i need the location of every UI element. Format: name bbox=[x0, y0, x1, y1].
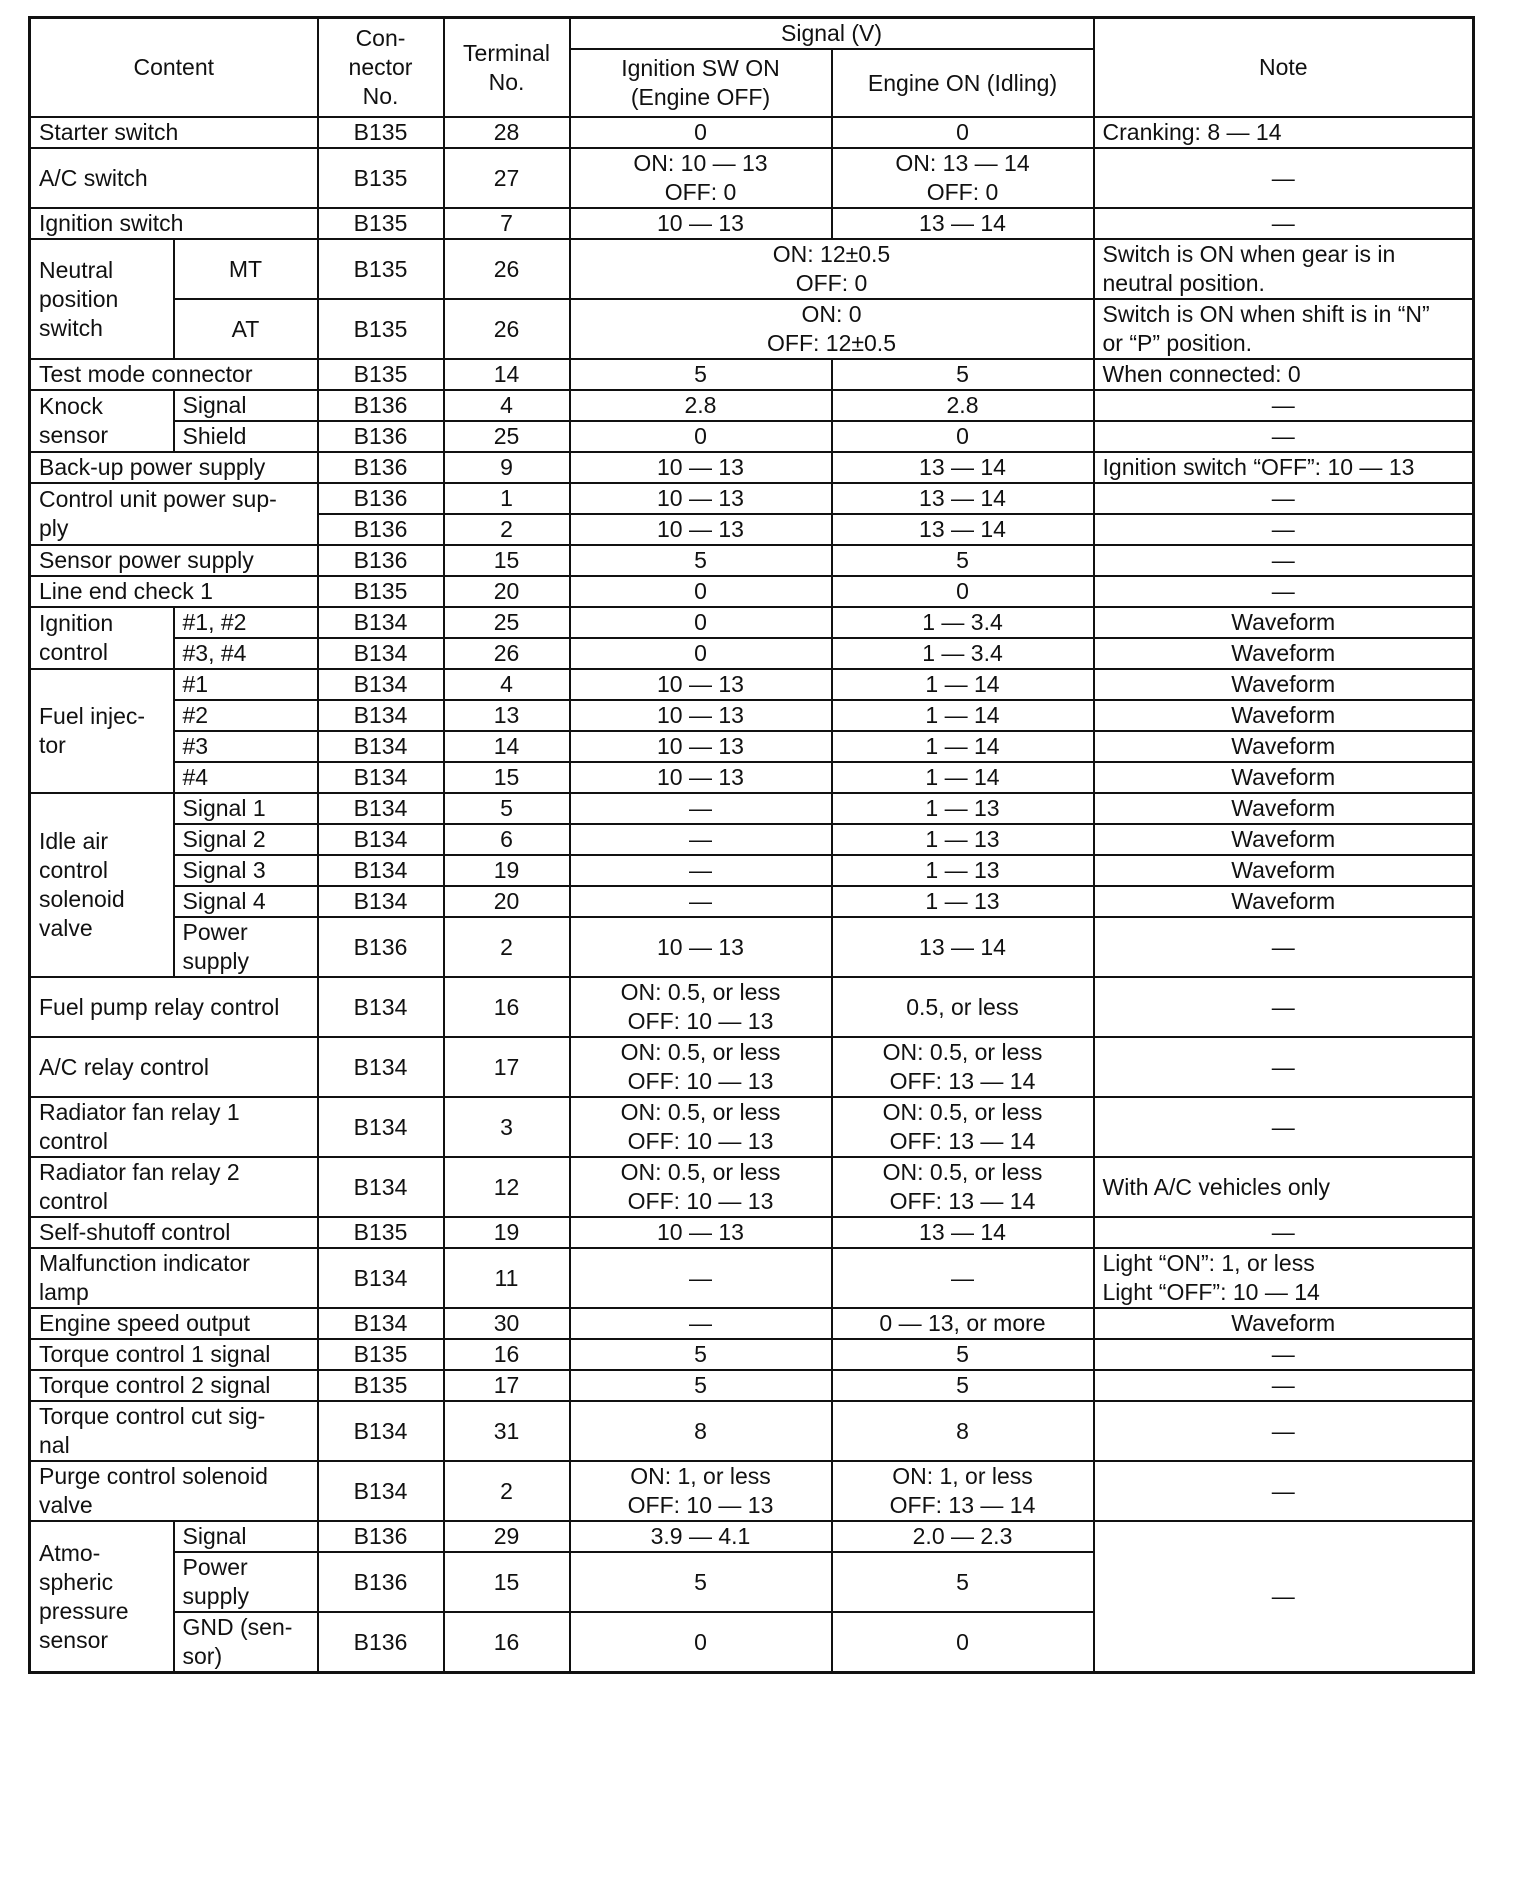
engine-on-cell: 1 — 14 bbox=[832, 731, 1094, 762]
terminal-cell: 15 bbox=[444, 1552, 570, 1612]
engine-on-cell: 5 bbox=[832, 1552, 1094, 1612]
note-cell: When connected: 0 bbox=[1094, 359, 1474, 390]
header-signal: Signal (V) bbox=[570, 18, 1094, 50]
header-engine-on: Engine ON (Idling) bbox=[832, 49, 1094, 117]
engine-on-cell: 5 bbox=[832, 545, 1094, 576]
connector-cell: B134 bbox=[318, 793, 444, 824]
table-row bbox=[30, 977, 1474, 1037]
document-page bbox=[28, 16, 1475, 1674]
table-row bbox=[30, 1248, 1474, 1308]
engine-on-cell: 13 — 14 bbox=[832, 208, 1094, 239]
terminal-signal-table bbox=[28, 16, 1475, 1674]
note-cell: — bbox=[1094, 576, 1474, 607]
sub-content-cell: #1 bbox=[174, 669, 318, 700]
table-body bbox=[30, 117, 1474, 1673]
ignition-on-cell: 5 bbox=[570, 359, 832, 390]
engine-on-cell: 1 — 13 bbox=[832, 824, 1094, 855]
table-row bbox=[30, 545, 1474, 576]
note-cell: Waveform bbox=[1094, 886, 1474, 917]
ignition-on-cell: 10 — 13 bbox=[570, 208, 832, 239]
sub-content-cell: GND (sen- sor) bbox=[174, 1612, 318, 1673]
signal-merged-cell: ON: 0 OFF: 12±0.5 bbox=[570, 299, 1094, 359]
terminal-cell: 17 bbox=[444, 1370, 570, 1401]
connector-cell: B134 bbox=[318, 1461, 444, 1521]
connector-cell: B136 bbox=[318, 452, 444, 483]
table-row bbox=[30, 1217, 1474, 1248]
table-row bbox=[30, 1521, 1474, 1552]
connector-cell: B136 bbox=[318, 917, 444, 977]
engine-on-cell: ON: 1, or less OFF: 13 — 14 bbox=[832, 1461, 1094, 1521]
content-cell: Control unit power sup- ply bbox=[30, 483, 318, 545]
note-cell: — bbox=[1094, 545, 1474, 576]
sub-content-cell: MT bbox=[174, 239, 318, 299]
terminal-cell: 31 bbox=[444, 1401, 570, 1461]
sub-content-cell: #3 bbox=[174, 731, 318, 762]
sub-content-cell: Shield bbox=[174, 421, 318, 452]
signal-merged-cell: ON: 12±0.5 OFF: 0 bbox=[570, 239, 1094, 299]
engine-on-cell: 13 — 14 bbox=[832, 917, 1094, 977]
note-cell: — bbox=[1094, 1401, 1474, 1461]
terminal-cell: 27 bbox=[444, 148, 570, 208]
connector-cell: B134 bbox=[318, 886, 444, 917]
ignition-on-cell: 8 bbox=[570, 1401, 832, 1461]
table-row bbox=[30, 762, 1474, 793]
table-row bbox=[30, 855, 1474, 886]
ignition-on-cell: 10 — 13 bbox=[570, 1217, 832, 1248]
note-cell: Waveform bbox=[1094, 1308, 1474, 1339]
terminal-cell: 1 bbox=[444, 483, 570, 514]
connector-cell: B134 bbox=[318, 1037, 444, 1097]
note-cell: — bbox=[1094, 1037, 1474, 1097]
table-row bbox=[30, 793, 1474, 824]
connector-cell: B136 bbox=[318, 1521, 444, 1552]
table-row bbox=[30, 731, 1474, 762]
ignition-on-cell: 0 bbox=[570, 421, 832, 452]
ignition-on-cell: 0 bbox=[570, 638, 832, 669]
engine-on-cell: 5 bbox=[832, 1370, 1094, 1401]
content-cell: Malfunction indicator lamp bbox=[30, 1248, 318, 1308]
content-cell: Fuel pump relay control bbox=[30, 977, 318, 1037]
table-row bbox=[30, 359, 1474, 390]
connector-cell: B134 bbox=[318, 1097, 444, 1157]
note-cell: — bbox=[1094, 1217, 1474, 1248]
note-cell: — bbox=[1094, 1370, 1474, 1401]
terminal-cell: 14 bbox=[444, 731, 570, 762]
terminal-cell: 14 bbox=[444, 359, 570, 390]
terminal-cell: 6 bbox=[444, 824, 570, 855]
terminal-cell: 20 bbox=[444, 886, 570, 917]
table-row bbox=[30, 299, 1474, 359]
connector-cell: B134 bbox=[318, 669, 444, 700]
sub-content-cell: Signal 1 bbox=[174, 793, 318, 824]
ignition-on-cell: ON: 0.5, or less OFF: 10 — 13 bbox=[570, 1097, 832, 1157]
engine-on-cell: 1 — 13 bbox=[832, 886, 1094, 917]
table-row bbox=[30, 824, 1474, 855]
note-cell: — bbox=[1094, 917, 1474, 977]
terminal-cell: 26 bbox=[444, 239, 570, 299]
terminal-cell: 12 bbox=[444, 1157, 570, 1217]
terminal-cell: 4 bbox=[444, 390, 570, 421]
sub-content-cell: #2 bbox=[174, 700, 318, 731]
content-cell: A/C switch bbox=[30, 148, 318, 208]
table-row bbox=[30, 390, 1474, 421]
connector-cell: B135 bbox=[318, 359, 444, 390]
content-cell: Engine speed output bbox=[30, 1308, 318, 1339]
connector-cell: B134 bbox=[318, 1308, 444, 1339]
connector-cell: B134 bbox=[318, 638, 444, 669]
table-row bbox=[30, 483, 1474, 514]
connector-cell: B135 bbox=[318, 117, 444, 148]
terminal-cell: 25 bbox=[444, 421, 570, 452]
ignition-on-cell: 5 bbox=[570, 1370, 832, 1401]
content-cell: A/C relay control bbox=[30, 1037, 318, 1097]
terminal-cell: 9 bbox=[444, 452, 570, 483]
table-row bbox=[30, 1157, 1474, 1217]
terminal-cell: 28 bbox=[444, 117, 570, 148]
ignition-on-cell: 5 bbox=[570, 1339, 832, 1370]
terminal-cell: 2 bbox=[444, 1461, 570, 1521]
note-cell: — bbox=[1094, 148, 1474, 208]
connector-cell: B135 bbox=[318, 208, 444, 239]
terminal-cell: 16 bbox=[444, 977, 570, 1037]
engine-on-cell: 5 bbox=[832, 359, 1094, 390]
header-content: Content bbox=[30, 18, 318, 118]
header-note: Note bbox=[1094, 18, 1474, 118]
ignition-on-cell: 3.9 — 4.1 bbox=[570, 1521, 832, 1552]
content-cell: Back-up power supply bbox=[30, 452, 318, 483]
note-cell: Waveform bbox=[1094, 638, 1474, 669]
ignition-on-cell: 0 bbox=[570, 117, 832, 148]
ignition-on-cell: 2.8 bbox=[570, 390, 832, 421]
note-cell: — bbox=[1094, 514, 1474, 545]
sub-content-cell: AT bbox=[174, 299, 318, 359]
engine-on-cell: 0 bbox=[832, 576, 1094, 607]
engine-on-cell: 1 — 13 bbox=[832, 793, 1094, 824]
ignition-on-cell: — bbox=[570, 1248, 832, 1308]
note-cell: — bbox=[1094, 483, 1474, 514]
terminal-cell: 15 bbox=[444, 545, 570, 576]
terminal-cell: 25 bbox=[444, 607, 570, 638]
ignition-on-cell: 10 — 13 bbox=[570, 700, 832, 731]
engine-on-cell: 0 — 13, or more bbox=[832, 1308, 1094, 1339]
engine-on-cell: 1 — 3.4 bbox=[832, 607, 1094, 638]
content-cell: Starter switch bbox=[30, 117, 318, 148]
table-row bbox=[30, 1370, 1474, 1401]
ignition-on-cell: — bbox=[570, 1308, 832, 1339]
group-cell: Idle air control solenoid valve bbox=[30, 793, 174, 977]
ignition-on-cell: ON: 0.5, or less OFF: 10 — 13 bbox=[570, 977, 832, 1037]
connector-cell: B136 bbox=[318, 545, 444, 576]
sub-content-cell: Signal 4 bbox=[174, 886, 318, 917]
note-cell: — bbox=[1094, 1097, 1474, 1157]
connector-cell: B134 bbox=[318, 1157, 444, 1217]
table-row bbox=[30, 1339, 1474, 1370]
content-cell: Radiator fan relay 2 control bbox=[30, 1157, 318, 1217]
engine-on-cell: 0 bbox=[832, 421, 1094, 452]
terminal-cell: 11 bbox=[444, 1248, 570, 1308]
sub-content-cell: Signal 3 bbox=[174, 855, 318, 886]
engine-on-cell: 1 — 14 bbox=[832, 762, 1094, 793]
content-cell: Radiator fan relay 1 control bbox=[30, 1097, 318, 1157]
terminal-cell: 20 bbox=[444, 576, 570, 607]
header-connector: Con- nector No. bbox=[318, 18, 444, 118]
content-cell: Sensor power supply bbox=[30, 545, 318, 576]
engine-on-cell: 2.0 — 2.3 bbox=[832, 1521, 1094, 1552]
table-row bbox=[30, 700, 1474, 731]
sub-content-cell: #1, #2 bbox=[174, 607, 318, 638]
engine-on-cell: 13 — 14 bbox=[832, 514, 1094, 545]
terminal-cell: 19 bbox=[444, 855, 570, 886]
terminal-cell: 13 bbox=[444, 700, 570, 731]
table-row bbox=[30, 638, 1474, 669]
note-cell: Switch is ON when gear is in neutral position. bbox=[1094, 239, 1474, 299]
table-row bbox=[30, 1401, 1474, 1461]
table-row bbox=[30, 1461, 1474, 1521]
engine-on-cell: 2.8 bbox=[832, 390, 1094, 421]
content-cell: Ignition switch bbox=[30, 208, 318, 239]
engine-on-cell: ON: 0.5, or less OFF: 13 — 14 bbox=[832, 1037, 1094, 1097]
connector-cell: B134 bbox=[318, 762, 444, 793]
note-cell: Switch is ON when shift is in “N” or “P” position. bbox=[1094, 299, 1474, 359]
ignition-on-cell: ON: 1, or less OFF: 10 — 13 bbox=[570, 1461, 832, 1521]
sub-content-cell: Signal bbox=[174, 390, 318, 421]
note-cell: — bbox=[1094, 208, 1474, 239]
connector-cell: B135 bbox=[318, 1370, 444, 1401]
terminal-cell: 29 bbox=[444, 1521, 570, 1552]
table-row bbox=[30, 148, 1474, 208]
engine-on-cell: 0 bbox=[832, 117, 1094, 148]
ignition-on-cell: 0 bbox=[570, 576, 832, 607]
ignition-on-cell: 5 bbox=[570, 545, 832, 576]
note-cell: Ignition switch “OFF”: 10 — 13 bbox=[1094, 452, 1474, 483]
ignition-on-cell: 10 — 13 bbox=[570, 514, 832, 545]
ignition-on-cell: — bbox=[570, 886, 832, 917]
connector-cell: B135 bbox=[318, 1217, 444, 1248]
connector-cell: B134 bbox=[318, 855, 444, 886]
note-cell: Waveform bbox=[1094, 855, 1474, 886]
terminal-cell: 16 bbox=[444, 1339, 570, 1370]
engine-on-cell: 5 bbox=[832, 1339, 1094, 1370]
engine-on-cell: ON: 13 — 14 OFF: 0 bbox=[832, 148, 1094, 208]
note-cell: — bbox=[1094, 1461, 1474, 1521]
ignition-on-cell: 0 bbox=[570, 1612, 832, 1673]
note-cell: — bbox=[1094, 977, 1474, 1037]
group-cell: Knock sensor bbox=[30, 390, 174, 452]
table-row bbox=[30, 1308, 1474, 1339]
terminal-cell: 16 bbox=[444, 1612, 570, 1673]
table-row bbox=[30, 576, 1474, 607]
connector-cell: B134 bbox=[318, 977, 444, 1037]
engine-on-cell: 0.5, or less bbox=[832, 977, 1094, 1037]
terminal-cell: 19 bbox=[444, 1217, 570, 1248]
engine-on-cell: 0 bbox=[832, 1612, 1094, 1673]
engine-on-cell: — bbox=[832, 1248, 1094, 1308]
ignition-on-cell: 10 — 13 bbox=[570, 731, 832, 762]
connector-cell: B135 bbox=[318, 299, 444, 359]
engine-on-cell: ON: 0.5, or less OFF: 13 — 14 bbox=[832, 1157, 1094, 1217]
ignition-on-cell: ON: 0.5, or less OFF: 10 — 13 bbox=[570, 1037, 832, 1097]
engine-on-cell: 8 bbox=[832, 1401, 1094, 1461]
note-cell: Waveform bbox=[1094, 824, 1474, 855]
table-row bbox=[30, 607, 1474, 638]
table-row bbox=[30, 421, 1474, 452]
sub-content-cell: Signal 2 bbox=[174, 824, 318, 855]
table-row bbox=[30, 239, 1474, 299]
terminal-cell: 4 bbox=[444, 669, 570, 700]
connector-cell: B134 bbox=[318, 1401, 444, 1461]
connector-cell: B136 bbox=[318, 421, 444, 452]
connector-cell: B134 bbox=[318, 700, 444, 731]
content-cell: Torque control 2 signal bbox=[30, 1370, 318, 1401]
content-cell: Self-shutoff control bbox=[30, 1217, 318, 1248]
sub-content-cell: Signal bbox=[174, 1521, 318, 1552]
connector-cell: B136 bbox=[318, 514, 444, 545]
connector-cell: B134 bbox=[318, 1248, 444, 1308]
group-cell: Neutral position switch bbox=[30, 239, 174, 359]
terminal-cell: 2 bbox=[444, 917, 570, 977]
table-row bbox=[30, 1097, 1474, 1157]
sub-content-cell: Power supply bbox=[174, 917, 318, 977]
engine-on-cell: 13 — 14 bbox=[832, 483, 1094, 514]
table-row bbox=[30, 886, 1474, 917]
ignition-on-cell: ON: 10 — 13 OFF: 0 bbox=[570, 148, 832, 208]
ignition-on-cell: 10 — 13 bbox=[570, 483, 832, 514]
note-cell: Cranking: 8 — 14 bbox=[1094, 117, 1474, 148]
connector-cell: B135 bbox=[318, 576, 444, 607]
ignition-on-cell: — bbox=[570, 824, 832, 855]
note-cell: — bbox=[1094, 1339, 1474, 1370]
group-cell: Atmo- spheric pressure sensor bbox=[30, 1521, 174, 1673]
terminal-cell: 26 bbox=[444, 638, 570, 669]
terminal-cell: 5 bbox=[444, 793, 570, 824]
note-cell: — bbox=[1094, 1521, 1474, 1673]
terminal-cell: 26 bbox=[444, 299, 570, 359]
ignition-on-cell: 5 bbox=[570, 1552, 832, 1612]
content-cell: Test mode connector bbox=[30, 359, 318, 390]
group-cell: Ignition control bbox=[30, 607, 174, 669]
connector-cell: B136 bbox=[318, 1552, 444, 1612]
connector-cell: B136 bbox=[318, 390, 444, 421]
engine-on-cell: 13 — 14 bbox=[832, 452, 1094, 483]
header-ignition-sw-on: Ignition SW ON (Engine OFF) bbox=[570, 49, 832, 117]
connector-cell: B134 bbox=[318, 731, 444, 762]
engine-on-cell: 1 — 3.4 bbox=[832, 638, 1094, 669]
connector-cell: B135 bbox=[318, 148, 444, 208]
ignition-on-cell: ON: 0.5, or less OFF: 10 — 13 bbox=[570, 1157, 832, 1217]
sub-content-cell: #4 bbox=[174, 762, 318, 793]
connector-cell: B135 bbox=[318, 1339, 444, 1370]
note-cell: Waveform bbox=[1094, 731, 1474, 762]
engine-on-cell: ON: 0.5, or less OFF: 13 — 14 bbox=[832, 1097, 1094, 1157]
content-cell: Torque control 1 signal bbox=[30, 1339, 318, 1370]
connector-cell: B136 bbox=[318, 483, 444, 514]
engine-on-cell: 1 — 13 bbox=[832, 855, 1094, 886]
terminal-cell: 7 bbox=[444, 208, 570, 239]
table-row bbox=[30, 1037, 1474, 1097]
note-cell: Waveform bbox=[1094, 793, 1474, 824]
connector-cell: B134 bbox=[318, 607, 444, 638]
note-cell: Waveform bbox=[1094, 700, 1474, 731]
sub-content-cell: Power supply bbox=[174, 1552, 318, 1612]
ignition-on-cell: 10 — 13 bbox=[570, 762, 832, 793]
sub-content-cell: #3, #4 bbox=[174, 638, 318, 669]
ignition-on-cell: 10 — 13 bbox=[570, 669, 832, 700]
content-cell: Line end check 1 bbox=[30, 576, 318, 607]
note-cell: With A/C vehicles only bbox=[1094, 1157, 1474, 1217]
engine-on-cell: 13 — 14 bbox=[832, 1217, 1094, 1248]
terminal-cell: 15 bbox=[444, 762, 570, 793]
terminal-cell: 17 bbox=[444, 1037, 570, 1097]
table-row bbox=[30, 669, 1474, 700]
engine-on-cell: 1 — 14 bbox=[832, 700, 1094, 731]
ignition-on-cell: 10 — 13 bbox=[570, 452, 832, 483]
table-row bbox=[30, 917, 1474, 977]
ignition-on-cell: 0 bbox=[570, 607, 832, 638]
terminal-cell: 3 bbox=[444, 1097, 570, 1157]
connector-cell: B135 bbox=[318, 239, 444, 299]
note-cell: — bbox=[1094, 421, 1474, 452]
content-cell: Torque control cut sig- nal bbox=[30, 1401, 318, 1461]
note-cell: — bbox=[1094, 390, 1474, 421]
connector-cell: B134 bbox=[318, 824, 444, 855]
note-cell: Waveform bbox=[1094, 762, 1474, 793]
ignition-on-cell: — bbox=[570, 793, 832, 824]
terminal-cell: 30 bbox=[444, 1308, 570, 1339]
table-row bbox=[30, 452, 1474, 483]
table-row bbox=[30, 117, 1474, 148]
engine-on-cell: 1 — 14 bbox=[832, 669, 1094, 700]
ignition-on-cell: 10 — 13 bbox=[570, 917, 832, 977]
note-cell: Waveform bbox=[1094, 669, 1474, 700]
ignition-on-cell: — bbox=[570, 855, 832, 886]
note-cell: Light “ON”: 1, or less Light “OFF”: 10 — 14 bbox=[1094, 1248, 1474, 1308]
table-row bbox=[30, 208, 1474, 239]
terminal-cell: 2 bbox=[444, 514, 570, 545]
header-terminal: Terminal No. bbox=[444, 18, 570, 118]
content-cell: Purge control solenoid valve bbox=[30, 1461, 318, 1521]
connector-cell: B136 bbox=[318, 1612, 444, 1673]
group-cell: Fuel injec- tor bbox=[30, 669, 174, 793]
note-cell: Waveform bbox=[1094, 607, 1474, 638]
